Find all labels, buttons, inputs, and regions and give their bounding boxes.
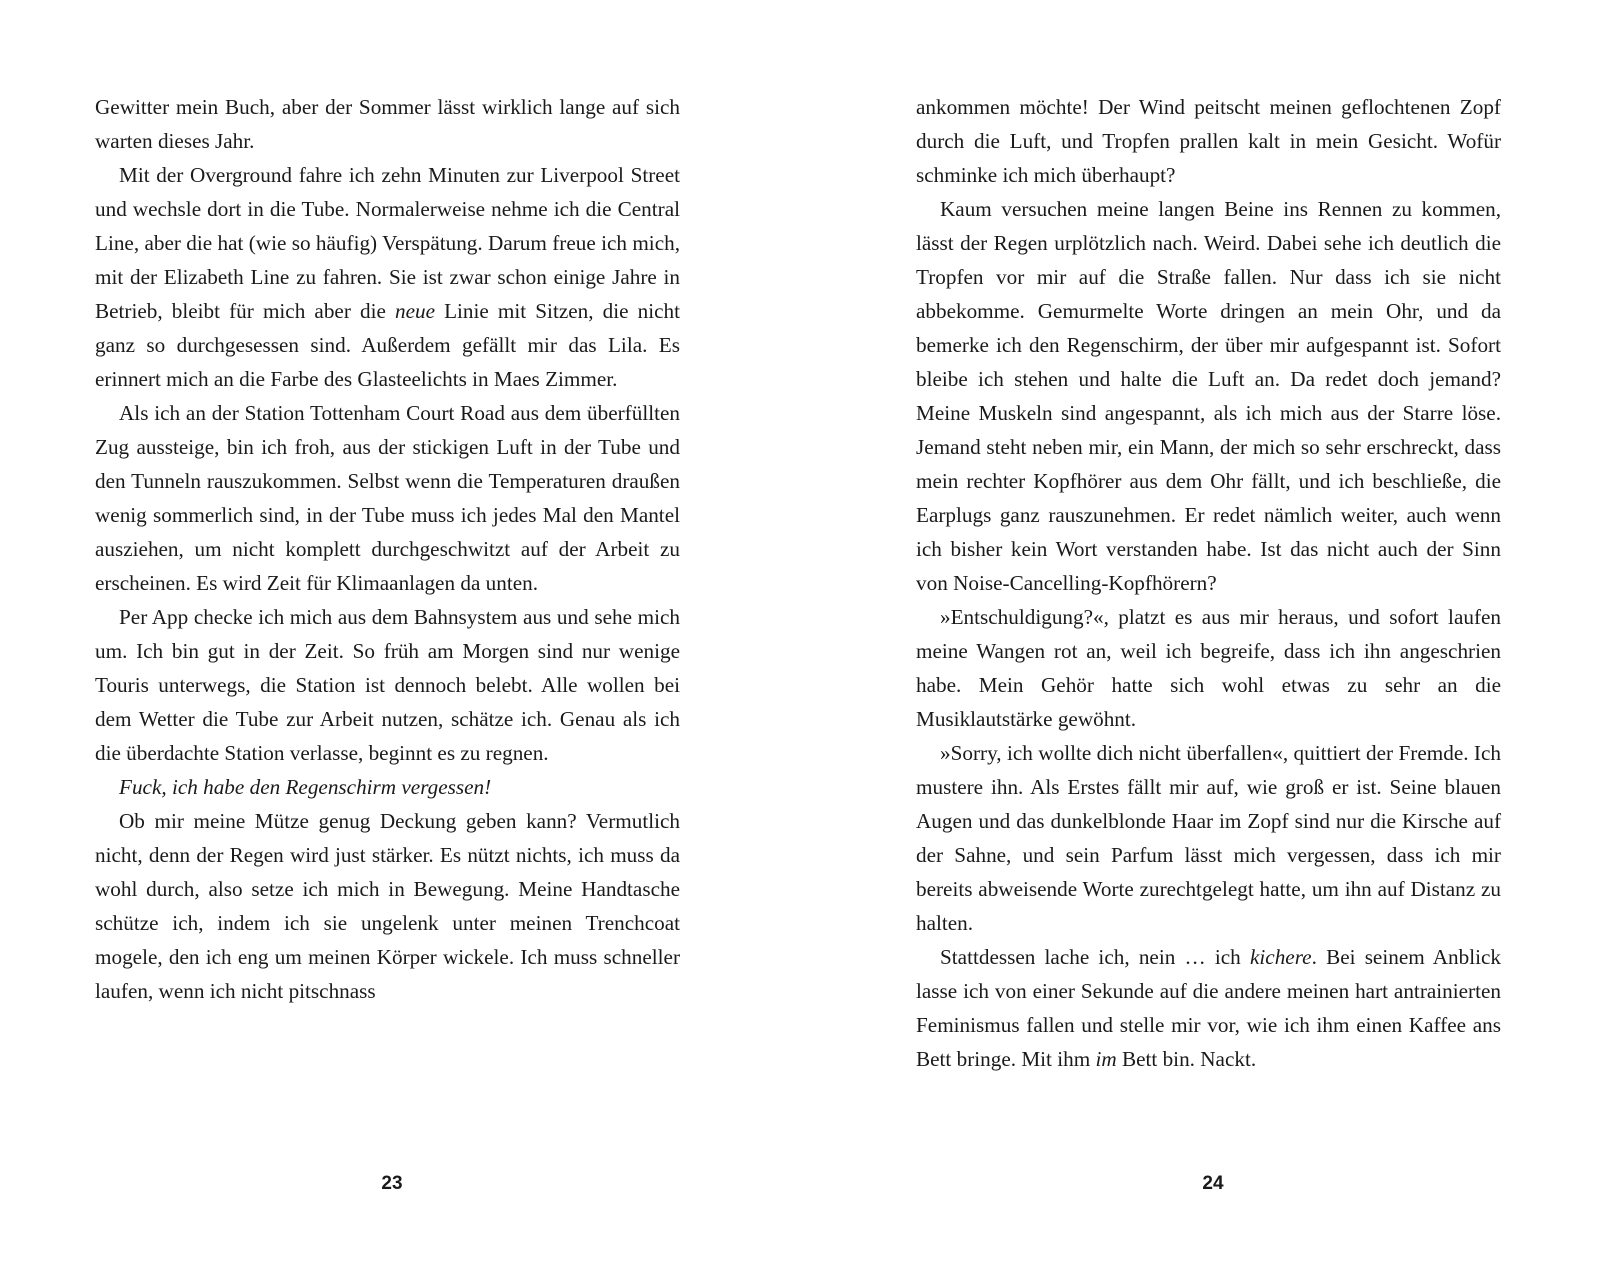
right-page-text — [916, 90, 1501, 1076]
page-number-left: 23 — [381, 1173, 403, 1194]
italic-text-segment: neue — [394, 299, 435, 323]
italic-text-segment: kichere — [1250, 945, 1312, 969]
right-paragraph-4 — [916, 736, 1501, 940]
text-segment: »Entschuldigung?«, platzt es aus mir heraus, und sofort laufen meine Wangen rot an, weil ich begreife, dass ich ihn angeschrien habe. Mein Gehör hatte sich wohl etwas zu sehr an die Musiklautstärke gewöhnt. — [916, 605, 1501, 731]
left-paragraph-6 — [95, 804, 680, 1008]
right-paragraph-5 — [916, 940, 1501, 1076]
left-page-text — [95, 90, 680, 1008]
text-segment: ankommen möchte! Der Wind peitscht meinen geflochtenen Zopf durch die Luft, und Tropfen prallen kalt in mein Gesicht. Wofür schminke ich mich überhaupt? — [916, 95, 1501, 187]
left-paragraph-2 — [95, 158, 680, 396]
text-segment: Mit der Overground fahre ich zehn Minuten zur Liverpool Street und wechsle dort in die Tube. Normalerweise nehme ich die Central Line, aber die hat (wie so häufig) Verspätung. Darum freue ich mich, mit der Elizabeth Line zu fahren. Sie ist zwar schon einige Jahre in Betrieb, bleibt für mich aber die — [95, 163, 680, 323]
text-segment: Kaum versuchen meine langen Beine ins Rennen zu kommen, lässt der Regen urplötzlich nach. Weird. Dabei sehe ich deutlich die Tropfen vor mir auf die Straße fallen. Nur dass ich sie nicht abbekomme. Gemurmelte Worte dringen an mein Ohr, und da bemerke ich den Regenschirm, der über mir aufgespannt ist. Sofort bleibe ich stehen und halte die Luft an. Da redet doch jemand? Meine Muskeln sind angespannt, als ich mich aus der Starre löse. Jemand steht neben mir, ein Mann, der mich so sehr erschreckt, dass mein rechter Kopfhörer aus dem Ohr fällt, und ich beschließe, die Earplugs ganz rauszunehmen. Er redet nämlich weiter, auch wenn ich bisher kein Wort verstanden habe. Ist das nicht auch der Sinn von Noise-Cancelling-Kopfhörern? — [916, 197, 1501, 595]
text-segment: Ob mir meine Mütze genug Deckung geben kann? Vermutlich nicht, denn der Regen wird just stärker. Es nützt nichts, ich muss da wohl durch, also setze ich mich in Bewegung. Meine Handtasche schütze ich, indem ich sie ungelenk unter meinen Trenchcoat mogele, den ich eng um meinen Körper wickele. Ich muss schneller laufen, wenn ich nicht pitschnass — [95, 809, 680, 1003]
right-paragraph-1 — [916, 90, 1501, 192]
italic-text-segment: Fuck, ich habe den Regenschirm vergessen! — [119, 775, 492, 799]
text-segment: Gewitter mein Buch, aber der Sommer lässt wirklich lange auf sich warten dieses Jahr. — [95, 95, 680, 153]
text-segment: Als ich an der Station Tottenham Court Road aus dem überfüllten Zug aussteige, bin ich froh, aus der stickigen Luft in der Tube und den Tunneln rauszukommen. Selbst wenn die Temperaturen draußen wenig sommerlich sind, in der Tube muss ich jedes Mal den Mantel ausziehen, um nicht komplett durchgeschwitzt auf der Arbeit zu erscheinen. Es wird Zeit für Klimaanlagen da unten. — [95, 401, 680, 595]
right-paragraph-2 — [916, 192, 1501, 600]
left-paragraph-1 — [95, 90, 680, 158]
text-segment: Linie mit Sitzen, die nicht ganz so durchgesessen sind. Außerdem gefällt mir das Lila. Es erinnert mich an die Farbe des Glasteelichts in Maes Zimmer. — [95, 299, 680, 391]
left-paragraph-4 — [95, 600, 680, 770]
text-segment: Per App checke ich mich aus dem Bahnsystem aus und sehe mich um. Ich bin gut in der Zeit. So früh am Morgen sind nur wenige Touris unterwegs, die Station ist dennoch belebt. Alle wollen bei dem Wetter die Tube zur Arbeit nutzen, schätze ich. Genau als ich die überdachte Station verlasse, beginnt es zu regnen. — [95, 605, 680, 765]
page-number-right: 24 — [1202, 1173, 1224, 1194]
right-paragraph-3 — [916, 600, 1501, 736]
text-segment: »Sorry, ich wollte dich nicht überfallen«, quittiert der Fremde. Ich mustere ihn. Als Erstes fällt mir auf, wie groß er ist. Seine blauen Augen und das dunkelblonde Haar im Zopf sind nur die Kirsche auf der Sahne, und sein Parfum lässt mich vergessen, dass ich mir bereits abweisende Worte zurechtgelegt hatte, um ihn auf Distanz zu halten. — [916, 741, 1501, 935]
left-paragraph-3 — [95, 396, 680, 600]
italic-text-segment: im — [1095, 1047, 1117, 1071]
text-segment: . Bei seinem Anblick lasse ich von einer Sekunde auf die andere meinen hart antrainierten Feminismus fallen und stelle mir vor, wie ich ihm einen Kaffee ans Bett bringe. Mit ihm — [916, 945, 1502, 1071]
left-paragraph-5 — [95, 770, 680, 804]
text-segment: Stattdessen lache ich, nein … ich — [940, 945, 1250, 969]
text-segment: Bett bin. Nackt. — [1116, 1047, 1257, 1071]
